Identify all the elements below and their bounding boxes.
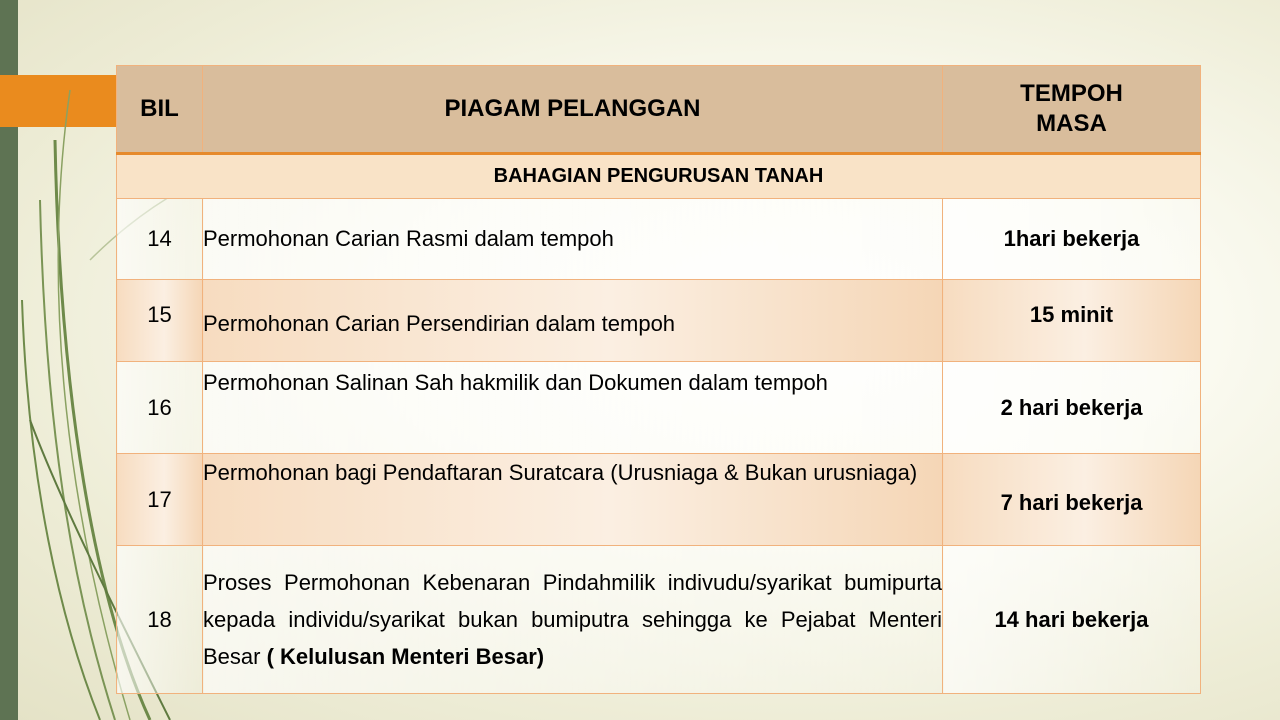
row-duration: 14 hari bekerja [943,546,1201,694]
row-duration: 2 hari bekerja [943,362,1201,454]
header-tempoh [943,66,1201,154]
row-number: 14 [117,199,203,280]
section-row [117,154,1201,199]
customer-charter-table [116,65,1201,694]
row-duration: 15 minit [943,280,1201,362]
row-number: 16 [117,362,203,454]
row-description-bold: ( Kelulusan Menteri Besar) [266,644,545,669]
row-number: 17 [117,454,203,546]
row-duration: 7 hari bekerja [943,454,1201,546]
table-row [117,199,1201,280]
row-number: 18 [117,546,203,694]
table-row [117,546,1201,694]
table-row [117,280,1201,362]
header-row [117,66,1201,154]
section-title: BAHAGIAN PENGURUSAN TANAH [117,154,1201,199]
row-number: 15 [117,280,203,362]
row-description-text: Proses Permohonan Kebenaran Pindahmilik indivudu/syarikat bumipurta kepada individu/syarikat bukan bumiputra sehingga ke Pejabat Menteri Besar [203,570,942,669]
table-row [117,362,1201,454]
header-charter: PIAGAM PELANGGAN [203,66,943,154]
row-duration: 1hari bekerja [943,199,1201,280]
row-description: Permohonan Carian Rasmi dalam tempoh [203,199,943,280]
header-tempoh-line2: MASA [1036,110,1107,137]
row-description: Permohonan Salinan Sah hakmilik dan Dokumen dalam tempoh [203,362,943,454]
row-description [203,546,943,694]
header-bil: BIL [117,66,203,154]
row-description: Permohonan Carian Persendirian dalam tempoh [203,280,943,362]
header-tempoh-line1: TEMPOH [1020,80,1123,107]
table-row [117,454,1201,546]
row-description: Permohonan bagi Pendaftaran Suratcara (Urusniaga & Bukan urusniaga) [203,454,943,546]
